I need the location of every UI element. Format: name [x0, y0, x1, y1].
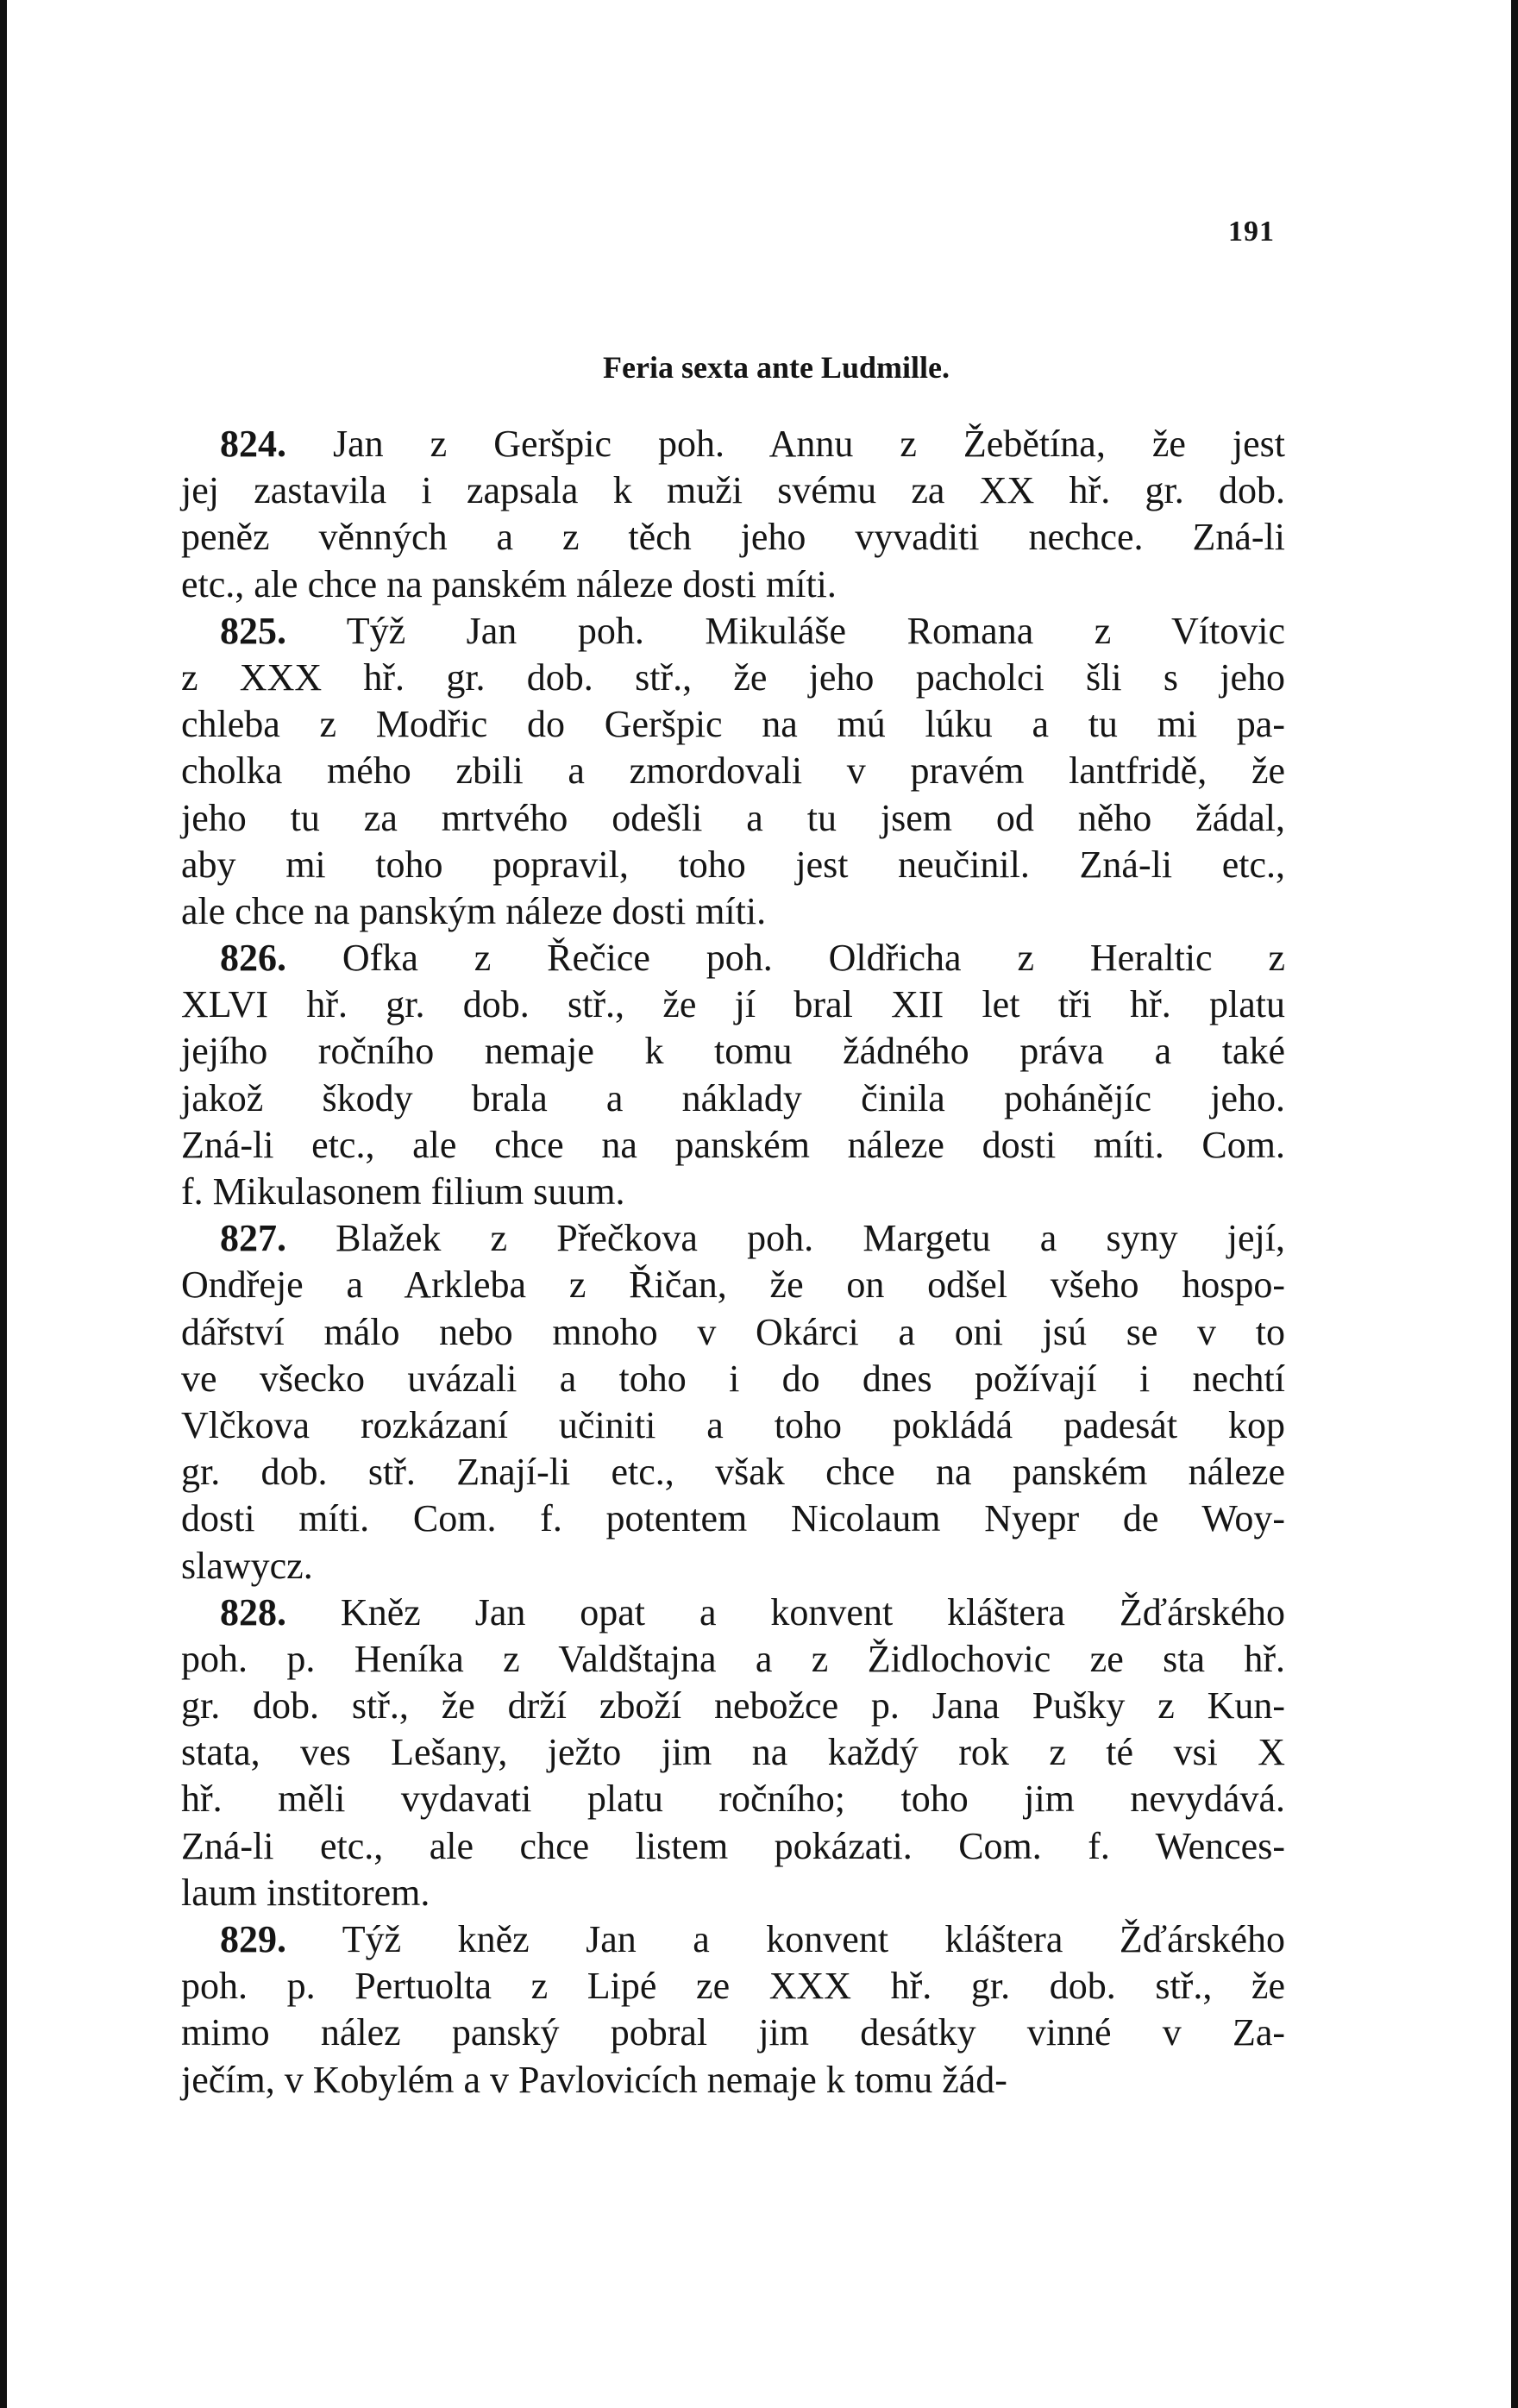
entry-number: 826.: [220, 937, 286, 980]
line-text: dosti míti. Com. f. potentem Nicolaum Nyepr de Woy-: [181, 1497, 1285, 1540]
entry-number: 829.: [220, 1918, 286, 1960]
text-line: [181, 935, 1285, 981]
text-line: [181, 467, 1285, 514]
line-text: slawycz.: [181, 1544, 313, 1587]
line-text: Zná-li etc., ale chce listem pokázati. Com. f. Wences-: [181, 1824, 1285, 1867]
line-text: ječím, v Kobylém a v Pavlovicích nemaje k tomu žád-: [181, 2058, 1007, 2101]
line-text: mimo nález panský pobral jim desátky vinné v Za-: [181, 2011, 1285, 2054]
line-text: Týž kněz Jan a konvent kláštera Žďárského: [286, 1918, 1285, 1960]
entry-824: [181, 421, 1285, 608]
line-text: cholka mého zbili a zmordovali v pravém lantfridě, že: [181, 749, 1285, 793]
line-text: dářství málo nebo mnoho v Okárci a oni jsú se v to: [181, 1310, 1285, 1353]
text-line: [181, 981, 1285, 1028]
line-text: gr. dob. stř. Znají-li etc., však chce na panském náleze: [181, 1451, 1285, 1494]
line-text: hř. měli vydavati platu ročního; toho jim nevydává.: [181, 1778, 1285, 1821]
text-line: [181, 1356, 1285, 1402]
line-text: Kněz Jan opat a konvent kláštera Žďárského: [286, 1590, 1285, 1634]
text-line: [181, 842, 1285, 888]
entry-828: [181, 1590, 1285, 1916]
text-line: [181, 2057, 1285, 2104]
line-text: ale chce na panským náleze dosti míti.: [181, 889, 767, 932]
text-line: [181, 2010, 1285, 2056]
line-text: Blažek z Přečkova poh. Margetu a syny její,: [286, 1217, 1285, 1260]
text-line: [181, 1496, 1285, 1542]
line-text: Jan z Geršpic poh. Annu z Žebětína, že jest: [286, 423, 1285, 465]
line-text: aby mi toho popravil, toho jest neučinil. Zná-li etc.,: [181, 843, 1285, 886]
entry-825: [181, 608, 1285, 935]
line-text: stata, ves Lešany, ježto jim na každý rok z té vsi X: [181, 1731, 1285, 1774]
text-line: [181, 1215, 1285, 1262]
text-line: [181, 1823, 1285, 1870]
text-line: [181, 1963, 1285, 2010]
entry-number: 828.: [220, 1590, 286, 1634]
line-text: ve všecko uvázali a toho i do dnes požívají i nechtí: [181, 1357, 1285, 1400]
text-line: [181, 1870, 1285, 1916]
text-line: [181, 561, 1285, 608]
text-line: [181, 655, 1285, 701]
text-line: [181, 1075, 1285, 1122]
line-text: chleba z Modřic do Geršpic na mú lúku a tu mi pa-: [181, 703, 1285, 746]
text-line: [181, 1122, 1285, 1169]
text-line: [181, 1309, 1285, 1356]
entry-827: [181, 1215, 1285, 1590]
line-text: Vlčkova rozkázaní učiniti a toho pokládá padesát kop: [181, 1403, 1285, 1446]
entry-number: 824.: [220, 423, 286, 465]
text-line: [181, 1543, 1285, 1590]
line-text: jejího ročního nemaje k tomu žádného práva a také: [181, 1030, 1285, 1073]
line-text: Zná-li etc., ale chce na panském náleze dosti míti. Com.: [181, 1123, 1285, 1166]
text-line: [181, 1449, 1285, 1496]
line-text: gr. dob. stř., že drží zboží nebožce p. Jana Pušky z Kun-: [181, 1684, 1285, 1728]
line-text: Týž Jan poh. Mikuláše Romana z Vítovic: [286, 609, 1285, 652]
line-text: etc., ale chce na panském náleze dosti míti.: [181, 562, 837, 605]
line-text: XLVI hř. gr. dob. stř., že jí bral XII let tři hř. platu: [181, 983, 1285, 1026]
line-text: jej zastavila i zapsala k muži svému za XX hř. gr. dob.: [181, 469, 1285, 512]
line-text: z XXX hř. gr. dob. stř., že jeho pacholci šli s jeho: [181, 655, 1285, 699]
text-line: [181, 1729, 1285, 1776]
text-line: [181, 1402, 1285, 1449]
text-line: [181, 1262, 1285, 1308]
line-text: peněz věnných a z těch jeho vyvaditi nechce. Zná-li: [181, 516, 1285, 559]
entry-number: 827.: [220, 1217, 286, 1260]
text-line: [181, 701, 1285, 748]
line-text: poh. p. Pertuolta z Lipé ze XXX hř. gr. dob. stř., že: [181, 1965, 1285, 2008]
text-line: [181, 888, 1285, 935]
entry-829: [181, 1916, 1285, 2104]
text-line: [181, 1916, 1285, 1963]
page-number: 191: [1228, 216, 1275, 248]
text-line: [181, 514, 1285, 561]
line-text: Ondřeje a Arkleba z Řičan, že on odšel všeho hospo-: [181, 1264, 1285, 1307]
line-text: Ofka z Řečice poh. Oldřicha z Heraltic z: [286, 937, 1285, 980]
line-text: poh. p. Heníka z Valdštajna a z Židlochovic ze sta hř.: [181, 1637, 1285, 1680]
text-line: [181, 421, 1285, 467]
entry-number: 825.: [220, 609, 286, 652]
line-text: jakož škody brala a náklady činila pohánějíc jeho.: [181, 1076, 1285, 1119]
text-line: [181, 1028, 1285, 1075]
text-line: [181, 608, 1285, 655]
text-line: [181, 1169, 1285, 1215]
text-line: [181, 1590, 1285, 1636]
text-line: [181, 748, 1285, 794]
text-line: [181, 795, 1285, 842]
line-text: laum institorem.: [181, 1871, 430, 1914]
entry-826: [181, 935, 1285, 1215]
line-text: f. Mikulasonem filium suum.: [181, 1170, 625, 1213]
text-line: [181, 1636, 1285, 1683]
section-heading-text: Feria sexta ante Ludmille.: [603, 350, 950, 385]
document-body: [181, 421, 1285, 2104]
section-heading: [0, 349, 1518, 386]
line-text: jeho tu za mrtvého odešli a tu jsem od něho žádal,: [181, 796, 1285, 839]
text-line: [181, 1776, 1285, 1822]
text-line: [181, 1683, 1285, 1729]
